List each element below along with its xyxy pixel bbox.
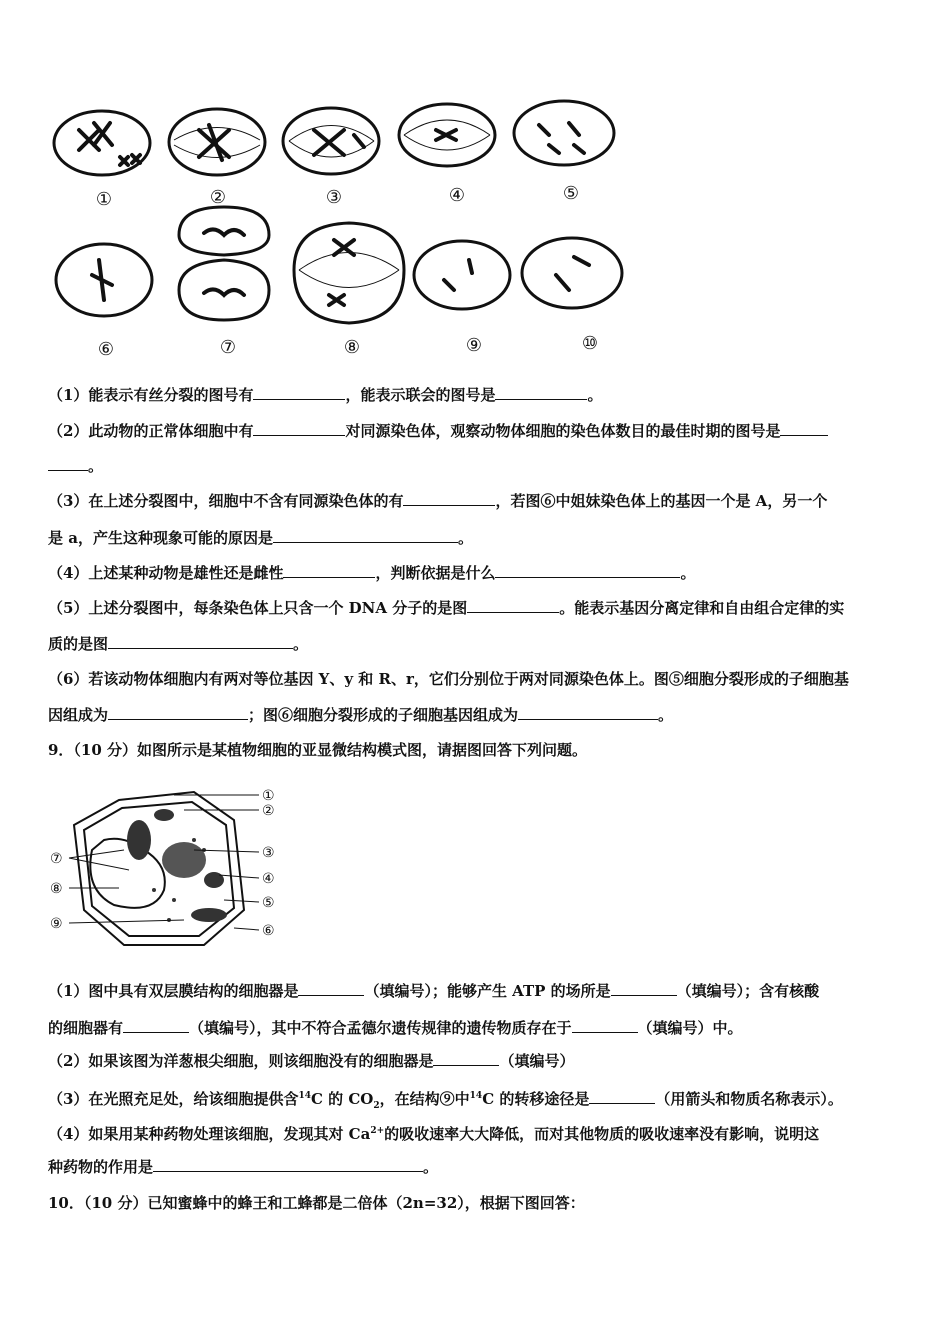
answer-blank[interactable] bbox=[283, 563, 375, 578]
figure-label-2: ② bbox=[209, 187, 227, 208]
answer-blank[interactable] bbox=[153, 1157, 423, 1172]
answer-blank[interactable] bbox=[589, 1089, 655, 1104]
q9-part4-cont: 种药物的作用是 。 bbox=[48, 1158, 439, 1176]
answer-blank[interactable] bbox=[495, 563, 680, 578]
answer-blank[interactable] bbox=[780, 421, 828, 436]
figure-label-3: ③ bbox=[325, 187, 343, 208]
q8-part5: （5）上述分裂图中，每条染色体上只含一个 DNA 分子的是图 。能表示基因分离定律和自由组合定律的实 bbox=[48, 599, 845, 617]
cell-division-figure bbox=[44, 95, 644, 370]
answer-blank[interactable] bbox=[108, 705, 248, 720]
q9-part1: （1）图中具有双层膜结构的细胞器是 （填编号）；能够产生 ATP 的场所是 （填编号）；含有核酸 bbox=[48, 982, 820, 1000]
figure-label-10: ⑩ bbox=[581, 333, 599, 354]
answer-blank[interactable] bbox=[433, 1051, 499, 1066]
answer-blank[interactable] bbox=[518, 705, 658, 720]
q9-part3: （3）在光照充足处，给该细胞提供含$^{14}$C 的 $CO_2$，在结构⑨中$^{14}$C 的转移途径是 （用箭头和物质名称表示）。 bbox=[48, 1090, 843, 1111]
q8-part2-cont: 。 bbox=[48, 455, 908, 477]
figure-label-6: ⑥ bbox=[97, 339, 115, 360]
answer-blank[interactable] bbox=[467, 598, 559, 613]
answer-blank[interactable] bbox=[495, 385, 587, 400]
plant-label-7: ⑦ bbox=[50, 851, 63, 867]
q8-part5-cont: 质的是图 。 bbox=[48, 635, 309, 653]
figure-label-5: ⑤ bbox=[562, 183, 580, 204]
answer-blank[interactable] bbox=[123, 1018, 189, 1033]
figure-label-4: ④ bbox=[448, 185, 466, 206]
answer-blank[interactable] bbox=[298, 981, 364, 996]
answer-blank[interactable] bbox=[253, 421, 345, 436]
figure-label-9: ⑨ bbox=[465, 335, 483, 356]
plant-label-5: ⑤ bbox=[262, 895, 275, 911]
figure-label-1: ① bbox=[95, 189, 113, 210]
q8-part6-cont: 因组成为 ；图⑥细胞分裂形成的子细胞基因组成为 。 bbox=[48, 706, 674, 724]
answer-blank[interactable] bbox=[572, 1018, 638, 1033]
q8-part3: （3）在上述分裂图中，细胞中不含有同源染色体的有 ，若图⑥中姐妹染色体上的基因一个是 A，另一个 bbox=[48, 492, 828, 510]
plant-label-2: ② bbox=[262, 803, 275, 819]
answer-blank[interactable] bbox=[108, 634, 293, 649]
q10-title: 10．（10 分）已知蜜蜂中的蜂王和工蜂都是二倍体（2n=32），根据下图回答： bbox=[48, 1194, 585, 1212]
figure-label-7: ⑦ bbox=[219, 337, 237, 358]
q9-part1-cont: 的细胞器有 （填编号），其中不符合孟德尔遗传规律的遗传物质存在于 （填编号）中。 bbox=[48, 1019, 743, 1037]
figure-label-8: ⑧ bbox=[343, 337, 361, 358]
answer-blank[interactable] bbox=[273, 528, 458, 543]
q8-part2: （2）此动物的正常体细胞中有 对同源染色体，观察动物体细胞的染色体数目的最佳时期的图号是 bbox=[48, 420, 908, 442]
q8-part3-cont: 是 a，产生这种现象可能的原因是 。 bbox=[48, 529, 473, 547]
answer-blank[interactable] bbox=[611, 981, 677, 996]
answer-blank[interactable] bbox=[253, 385, 345, 400]
plant-label-1: ① bbox=[262, 788, 275, 804]
plant-label-4: ④ bbox=[262, 871, 275, 887]
plant-cell-figure bbox=[44, 780, 289, 950]
q9-part4: （4）如果用某种药物处理该细胞，发现其对 $Ca^{2+}$的吸收速率大大降低，而对其他物质的吸收速率没有影响，说明这 bbox=[48, 1125, 820, 1143]
answer-blank[interactable] bbox=[48, 456, 88, 471]
plant-label-6: ⑥ bbox=[262, 923, 275, 939]
plant-label-8: ⑧ bbox=[50, 881, 63, 897]
plant-label-9: ⑨ bbox=[50, 916, 63, 932]
plant-label-3: ③ bbox=[262, 845, 275, 861]
q8-part4: （4）上述某种动物是雄性还是雌性 ，判断依据是什么 。 bbox=[48, 564, 696, 582]
q8-part6: （6）若该动物体细胞内有两对等位基因 Y、y 和 R、r，它们分别位于两对同源染色体上。图⑤细胞分裂形成的子细胞基 bbox=[48, 670, 849, 688]
answer-blank[interactable] bbox=[403, 491, 495, 506]
q8-part1: （1）能表示有丝分裂的图号有 ，能表示联会的图号是 。 bbox=[48, 386, 603, 404]
q9-part2: （2）如果该图为洋葱根尖细胞，则该细胞没有的细胞器是 （填编号） bbox=[48, 1052, 575, 1070]
q9-title: 9．（10 分）如图所示是某植物细胞的亚显微结构模式图，请据图回答下列问题。 bbox=[48, 741, 588, 759]
